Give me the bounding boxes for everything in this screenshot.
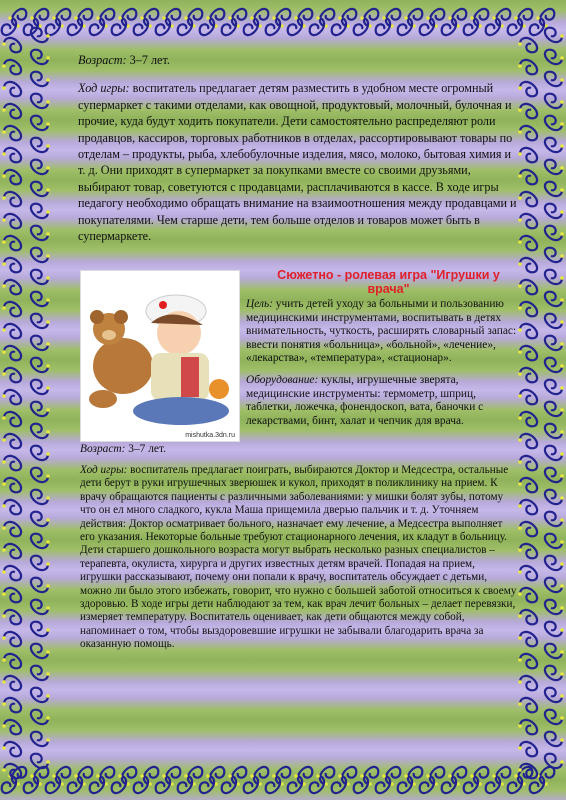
ornament-swirl	[232, 767, 246, 786]
ornament-swirl	[545, 94, 564, 108]
ornament-swirl	[2, 610, 21, 624]
ornament-swirl	[244, 16, 258, 35]
ornament-swirl	[46, 774, 60, 793]
game-paragraph-1	[78, 80, 518, 244]
ornament-swirl	[545, 204, 564, 218]
ornament-swirl	[31, 622, 50, 636]
goal-text: учить детей уходу за больными и пользованию медицинскими инструментами, воспитывать в детях внимательность, чуткость, расширять словарный запас: ввести понятия «больница», «больной», «лечение», «лекарства», «температура», «стационар».	[246, 298, 517, 365]
ornament-swirl	[31, 578, 50, 592]
age-line-2	[80, 443, 166, 455]
ornament-swirl	[2, 478, 21, 492]
ornament-swirl	[518, 632, 537, 646]
ornament-swirl	[31, 226, 50, 240]
ornament-swirl	[112, 774, 126, 793]
ornament-swirl	[518, 170, 537, 184]
ornament-swirl	[518, 456, 537, 470]
ornament-swirl	[364, 767, 378, 786]
ornament-swirl	[122, 9, 136, 28]
ornament-swirl	[31, 688, 50, 702]
ornament-swirl	[545, 138, 564, 152]
ornament-swirl	[266, 16, 280, 35]
game-paragraph-2	[80, 464, 518, 652]
ornament-swirl	[178, 16, 192, 35]
ornament-swirl	[244, 774, 258, 793]
doctor-game-description	[246, 298, 518, 436]
ornament-swirl	[134, 16, 148, 35]
ornament-swirl	[144, 767, 158, 786]
ornament-swirl	[31, 28, 50, 42]
ornament-swirl	[2, 236, 21, 250]
game-text: воспитатель предлагает детям разместить в удобном месте огромный супермаркет с такими отделами, как овощной, продуктовый, молочный, булочная и прочие, куда будут ходить покупатели. Дети самостоятельно распределяют роли продавцов, кассиров, торговых работников в отделах, рассортировывают товары по отделам – продукты, рыба, хлебобулочные изделия, мясо, молоко, бытовая химия и т. д. Они приходят в супермаркет за покупками вместе со своими друзьями, выбирают товар, советуются с продавцами, расплачиваются в кассе. В ходе игры педагогу необходимо обращать внимание на взаимоотношения между продавцами и покупателями. Чем старше дети, тем больше отделов и товаров может быть в супермаркете.	[78, 81, 517, 244]
ornament-swirl	[442, 774, 456, 793]
ornament-swirl	[518, 148, 537, 162]
ornament-swirl	[31, 116, 50, 130]
ornament-swirl	[156, 16, 170, 35]
ornament-swirl	[2, 16, 16, 35]
ornament-swirl	[2, 38, 21, 52]
ornament-swirl	[518, 258, 537, 272]
ornament-swirl	[134, 774, 148, 793]
age-label-2: Возраст:	[80, 443, 126, 455]
ornament-swirl	[545, 468, 564, 482]
ornament-swirl	[56, 9, 70, 28]
ornament-swirl	[518, 500, 537, 514]
ornament-swirl	[518, 654, 537, 668]
ornament-swirl	[2, 390, 21, 404]
ornament-swirl	[545, 534, 564, 548]
ornament-swirl	[222, 16, 236, 35]
section-title: Сюжетно - ролевая игра "Игрушки у врача"	[277, 268, 500, 296]
ornament-swirl	[2, 280, 21, 294]
ornament-swirl	[188, 767, 202, 786]
ornament-swirl	[420, 774, 434, 793]
ornament-swirl	[545, 754, 564, 768]
ornament-swirl	[34, 9, 48, 28]
ornament-swirl	[2, 434, 21, 448]
ornament-swirl	[320, 9, 334, 28]
ornament-swirl	[288, 16, 302, 35]
ornament-swirl	[386, 767, 400, 786]
ornament-swirl	[518, 192, 537, 206]
ornament-swirl	[518, 82, 537, 96]
ornament-swirl	[545, 402, 564, 416]
ornament-swirl	[2, 258, 21, 272]
ornament-swirl	[442, 16, 456, 35]
ornament-swirl	[2, 60, 21, 74]
doctor-child-image	[80, 270, 240, 442]
ornament-swirl	[31, 270, 50, 284]
ornament-swirl	[540, 9, 554, 28]
ornament-swirl	[310, 774, 324, 793]
ornament-swirl	[545, 732, 564, 746]
ornament-swirl	[31, 556, 50, 570]
ornament-swirl	[68, 774, 82, 793]
ornament-swirl	[545, 710, 564, 724]
ornament-swirl	[545, 50, 564, 64]
ornament-swirl	[545, 666, 564, 680]
child-with-teddy-illustration	[81, 271, 239, 441]
ornament-swirl	[12, 767, 26, 786]
ornament-swirl	[68, 16, 82, 35]
ornament-swirl	[545, 490, 564, 504]
ornament-swirl	[420, 16, 434, 35]
ornament-swirl	[530, 774, 544, 793]
ornament-swirl	[342, 767, 356, 786]
ornament-swirl	[144, 9, 158, 28]
ornament-swirl	[518, 38, 537, 52]
game-text-2: воспитатель предлагает поиграть, выбираются Доктор и Медсестра, остальные дети берут в руки игрушечных зверюшек и кукол, приходят в поликлинику на прием. К врачу обращаются пациенты с различными заболеваниями: у мишки болят зубы, потому что он ел много сладкого, кукла Маша прищемила дверью пальчик и т. д. Уточняем действия: Доктор осматривает больного, назначает ему лечение, а Медсестра выполняет его указания. Некоторые больные требуют стационарного лечения, их кладут в больницу. Дети старшего дошкольного возраста могут выбрать несколько разных специалистов – терапевта, окулиста, хирурга и других известных детям врачей. Попадая на прием, игрушки рассказывают, почему они попали к врачу, воспитатель обсуждает с детьми, можно ли было этого избежать, говорит, что нужно с большей заботой относиться к своему здоровью. В ходе игры дети наблюдают за тем, как врач лечит больных – делает перевязки, измеряет температуру. Воспитатель оценивает, как дети общаются между собой, напоминает о том, чтобы выздоровевшие игрушки не забывали благодарить врача за оказанную помощь.	[80, 464, 517, 651]
ornament-swirl	[545, 314, 564, 328]
ornament-swirl	[408, 767, 422, 786]
ornament-swirl	[545, 336, 564, 350]
ornament-swirl	[24, 16, 38, 35]
goal-label: Цель:	[246, 298, 273, 310]
ornament-swirl	[2, 412, 21, 426]
ornament-swirl	[320, 767, 334, 786]
ornament-swirl	[122, 767, 136, 786]
ornament-swirl	[332, 774, 346, 793]
ornament-swirl	[100, 9, 114, 28]
ornament-swirl	[2, 720, 21, 734]
ornament-swirl	[545, 424, 564, 438]
ornament-swirl	[2, 214, 21, 228]
ornament-swirl	[31, 754, 50, 768]
ornament-swirl	[200, 774, 214, 793]
ornament-swirl	[2, 368, 21, 382]
ornament-swirl	[276, 767, 290, 786]
ornament-swirl	[31, 402, 50, 416]
ornament-swirl	[31, 248, 50, 262]
goal-paragraph	[246, 298, 518, 366]
ornament-swirl	[254, 9, 268, 28]
ornament-swirl	[31, 358, 50, 372]
ornament-swirl	[2, 192, 21, 206]
ornament-swirl	[232, 9, 246, 28]
ornament-swirl	[518, 324, 537, 338]
ornament-swirl	[376, 16, 390, 35]
ornament-swirl	[34, 767, 48, 786]
ornament-swirl	[518, 236, 537, 250]
ornament-swirl	[518, 610, 537, 624]
ornament-swirl	[188, 9, 202, 28]
ornament-swirl	[2, 126, 21, 140]
ornament-swirl	[398, 16, 412, 35]
ornament-swirl	[2, 774, 16, 793]
ornament-swirl	[90, 16, 104, 35]
ornament-swirl	[266, 774, 280, 793]
ornament-swirl	[342, 9, 356, 28]
ornament-swirl	[2, 104, 21, 118]
ornament-swirl	[386, 9, 400, 28]
ornament-swirl	[310, 16, 324, 35]
ornament-swirl	[222, 774, 236, 793]
ornament-swirl	[254, 767, 268, 786]
ornament-swirl	[398, 774, 412, 793]
text-block-supermarket	[78, 52, 518, 244]
ornament-swirl	[31, 94, 50, 108]
ornament-swirl	[518, 126, 537, 140]
ornament-swirl	[2, 698, 21, 712]
ornament-swirl	[518, 368, 537, 382]
ornament-swirl	[298, 9, 312, 28]
ornament-swirl	[518, 390, 537, 404]
ornament-swirl	[545, 578, 564, 592]
ornament-swirl	[540, 767, 554, 786]
ornament-swirl	[2, 764, 21, 778]
ornament-swirl	[518, 767, 532, 786]
ornament-swirl	[31, 534, 50, 548]
ornament-swirl	[2, 456, 21, 470]
ornament-swirl	[545, 380, 564, 394]
ornament-swirl	[530, 16, 544, 35]
ornament-swirl	[31, 490, 50, 504]
ornament-swirl	[276, 9, 290, 28]
ornament-swirl	[31, 666, 50, 680]
equipment-paragraph	[246, 374, 518, 428]
ornament-swirl	[464, 774, 478, 793]
ornament-swirl	[31, 380, 50, 394]
ornament-swirl	[545, 600, 564, 614]
ornament-swirl	[518, 720, 537, 734]
ornament-swirl	[474, 767, 488, 786]
ornament-swirl	[156, 774, 170, 793]
ornament-swirl	[100, 767, 114, 786]
ornament-swirl	[31, 424, 50, 438]
ornament-swirl	[518, 302, 537, 316]
ornament-swirl	[31, 182, 50, 196]
equipment-text: куклы, игрушечные зверята, медицинские инструменты: термометр, шприц, таблетки, ложечка, фонендоскоп, вата, баночки с лекарствами, бинт, халат и чепчик для врача.	[246, 373, 484, 427]
ornament-swirl	[452, 9, 466, 28]
ornament-swirl	[486, 774, 500, 793]
ornament-swirl	[545, 226, 564, 240]
ornament-swirl	[210, 767, 224, 786]
ornament-swirl	[518, 104, 537, 118]
ornament-swirl	[452, 767, 466, 786]
age-value: 3–7 лет.	[126, 53, 170, 67]
ornament-swirl	[2, 522, 21, 536]
ornament-swirl	[166, 767, 180, 786]
ornament-swirl	[31, 732, 50, 746]
age-label: Возраст:	[78, 53, 127, 67]
ornament-swirl	[518, 588, 537, 602]
ornament-swirl	[545, 72, 564, 86]
ornament-swirl	[518, 698, 537, 712]
ornament-swirl	[486, 16, 500, 35]
ornament-swirl	[31, 138, 50, 152]
ornament-swirl	[545, 28, 564, 42]
ornament-swirl	[518, 478, 537, 492]
ornament-swirl	[200, 16, 214, 35]
ornament-swirl	[354, 16, 368, 35]
ornament-swirl	[518, 280, 537, 294]
ornament-swirl	[31, 710, 50, 724]
ornament-swirl	[545, 292, 564, 306]
ornament-swirl	[518, 522, 537, 536]
ornament-swirl	[518, 346, 537, 360]
ornament-swirl	[364, 9, 378, 28]
ornament-swirl	[545, 644, 564, 658]
ornament-swirl	[78, 9, 92, 28]
ornament-swirl	[31, 446, 50, 460]
ornament-swirl	[518, 214, 537, 228]
game-label-2: Ход игры:	[80, 464, 128, 476]
ornament-swirl	[408, 9, 422, 28]
ornament-swirl	[2, 148, 21, 162]
ornament-swirl	[545, 182, 564, 196]
ornament-swirl	[518, 60, 537, 74]
ornament-swirl	[78, 767, 92, 786]
ornament-swirl	[545, 358, 564, 372]
ornament-swirl	[545, 116, 564, 130]
ornament-swirl	[518, 434, 537, 448]
ornament-swirl	[31, 600, 50, 614]
ornament-swirl	[518, 676, 537, 690]
age-line-1	[78, 52, 518, 68]
ornament-swirl	[518, 742, 537, 756]
ornament-swirl	[545, 160, 564, 174]
ornament-swirl	[31, 644, 50, 658]
ornament-swirl	[508, 774, 522, 793]
ornament-swirl	[2, 588, 21, 602]
ornament-swirl	[2, 324, 21, 338]
ornament-swirl	[354, 774, 368, 793]
ornament-swirl	[518, 566, 537, 580]
ornament-swirl	[31, 72, 50, 86]
ornament-swirl	[2, 346, 21, 360]
ornament-swirl	[2, 676, 21, 690]
ornament-swirl	[31, 292, 50, 306]
ornament-swirl	[166, 9, 180, 28]
ornament-swirl	[545, 446, 564, 460]
ornament-swirl	[2, 500, 21, 514]
ornament-swirl	[518, 412, 537, 426]
ornament-swirl	[545, 248, 564, 262]
ornament-swirl	[2, 566, 21, 580]
ornament-swirl	[178, 774, 192, 793]
ornament-swirl	[430, 9, 444, 28]
ornament-swirl	[545, 622, 564, 636]
ornament-swirl	[31, 468, 50, 482]
ornament-swirl	[376, 774, 390, 793]
ornament-swirl	[298, 767, 312, 786]
age-value-2: 3–7 лет.	[125, 443, 166, 455]
ornament-swirl	[474, 9, 488, 28]
ornament-swirl	[31, 204, 50, 218]
ornament-swirl	[12, 9, 26, 28]
ornament-swirl	[496, 767, 510, 786]
game-label: Ход игры:	[78, 81, 130, 96]
equipment-label: Оборудование:	[246, 373, 319, 386]
ornament-swirl	[2, 742, 21, 756]
ornament-swirl	[545, 270, 564, 284]
ornament-swirl	[2, 544, 21, 558]
image-watermark: mishutka.3dn.ru	[185, 432, 235, 439]
ornament-swirl	[31, 512, 50, 526]
ornament-swirl	[46, 16, 60, 35]
ornament-swirl	[2, 170, 21, 184]
ornament-swirl	[56, 767, 70, 786]
ornament-swirl	[112, 16, 126, 35]
ornament-swirl	[288, 774, 302, 793]
ornament-swirl	[332, 16, 346, 35]
ornament-swirl	[545, 512, 564, 526]
ornament-swirl	[430, 767, 444, 786]
ornament-swirl	[496, 9, 510, 28]
ornament-swirl	[31, 160, 50, 174]
ornament-swirl	[24, 774, 38, 793]
ornament-swirl	[210, 9, 224, 28]
ornament-swirl	[2, 82, 21, 96]
ornament-swirl	[464, 16, 478, 35]
ornament-swirl	[545, 556, 564, 570]
ornament-swirl	[2, 654, 21, 668]
ornament-swirl	[90, 774, 104, 793]
ornament-swirl	[545, 688, 564, 702]
ornament-swirl	[2, 632, 21, 646]
ornament-swirl	[518, 544, 537, 558]
ornament-swirl	[31, 50, 50, 64]
ornament-swirl	[31, 336, 50, 350]
ornament-swirl	[2, 302, 21, 316]
ornament-swirl	[518, 764, 537, 778]
ornament-swirl	[518, 9, 532, 28]
ornament-swirl	[508, 16, 522, 35]
ornament-swirl	[31, 314, 50, 328]
